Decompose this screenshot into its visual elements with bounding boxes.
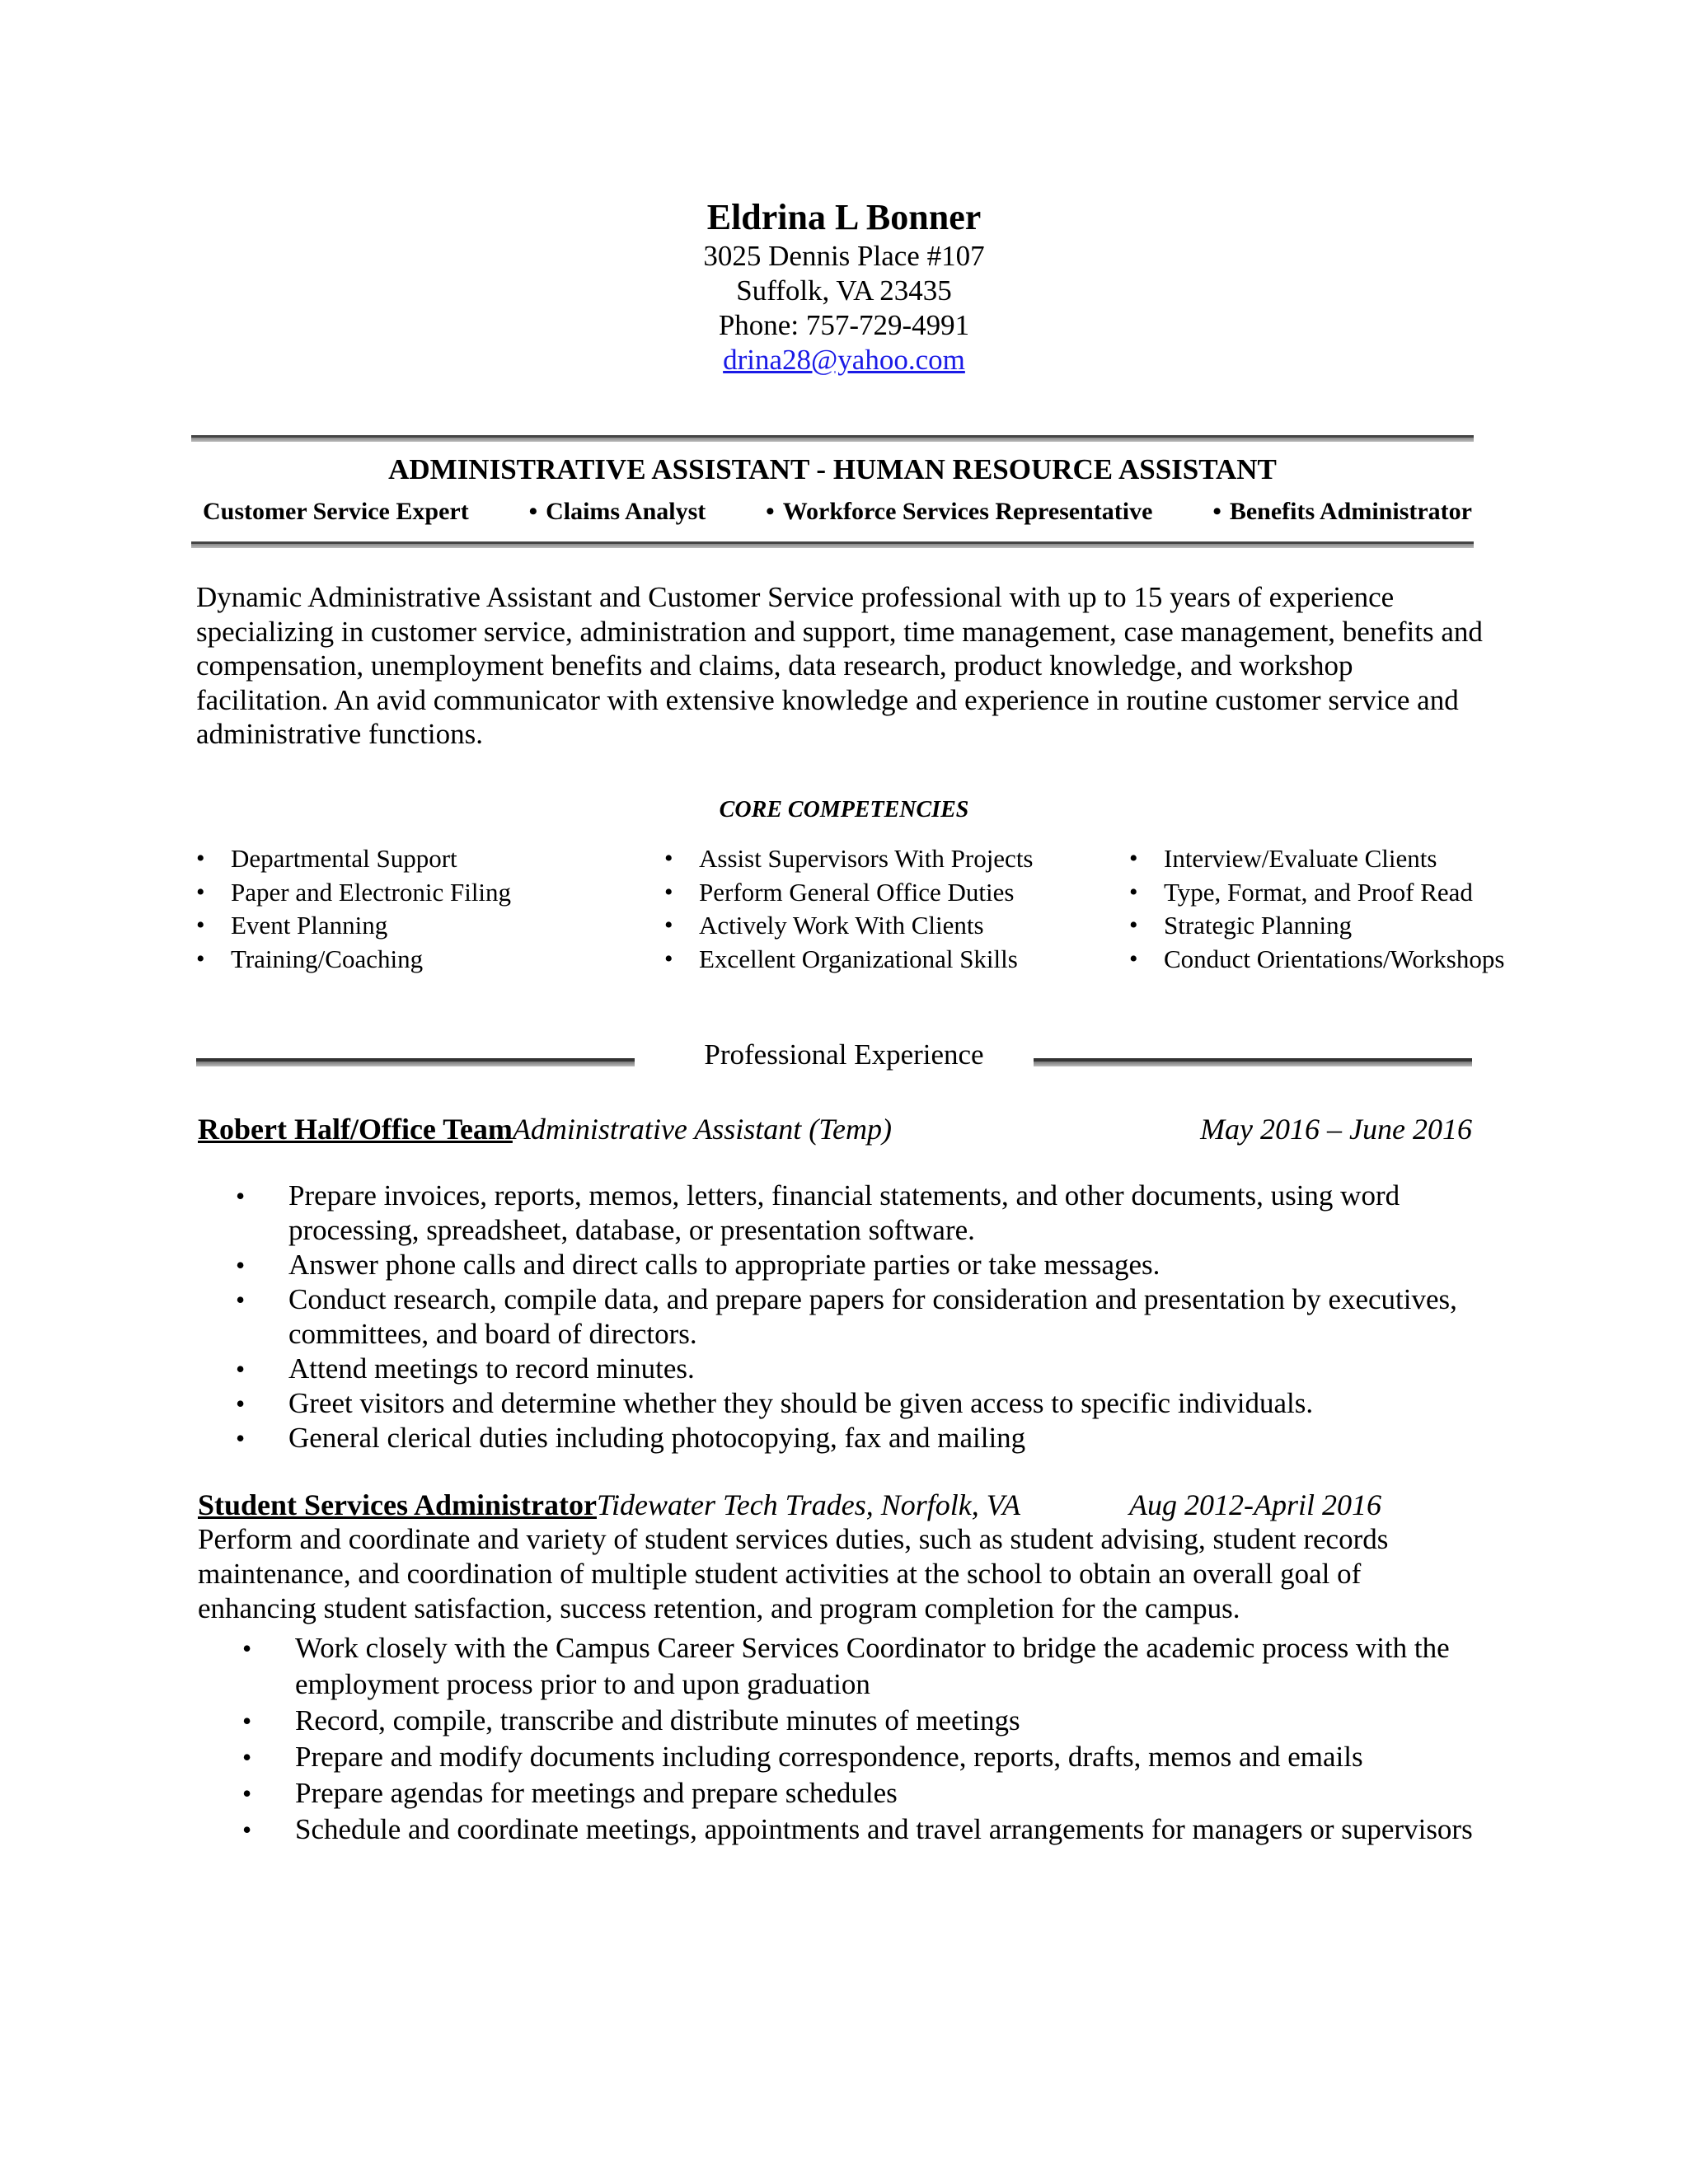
- duty-item: • Prepare invoices, reports, memos, letters, financial statements, and other documents, using word processing, spreadsheet, database, or presentation software.: [232, 1179, 1477, 1248]
- job-1-organization: Robert Half/Office Team: [198, 1113, 513, 1146]
- duty-item: • Greet visitors and determine whether they should be given access to specific individuals.: [232, 1386, 1477, 1421]
- competency-column-2: [664, 842, 1034, 976]
- address-line-1: 3025 Dennis Place #107: [703, 240, 985, 272]
- competency-item: • Perform General Office Duties: [664, 876, 1034, 910]
- headline-tags: [203, 495, 1472, 528]
- competency-column-3: [1129, 842, 1504, 976]
- tag-item: • Workforce Services Representative: [766, 498, 1153, 525]
- duty-item: • Prepare agendas for meetings and prepare schedules: [239, 1775, 1484, 1811]
- duty-item: • Conduct research, compile data, and prepare papers for consideration and presentation by executives, committees, and board of directors.: [232, 1282, 1477, 1352]
- tag-item: • Claims Analyst: [528, 498, 706, 525]
- competency-item: • Excellent Organizational Skills: [664, 943, 1034, 977]
- phone-number: Phone: 757-729-4991: [718, 309, 970, 341]
- bullet-icon: •: [766, 498, 775, 525]
- job-1-heading: [198, 1111, 892, 1147]
- address-line-2: Suffolk, VA 23435: [736, 274, 952, 307]
- top-divider: [191, 435, 1474, 442]
- summary-paragraph: Dynamic Administrative Assistant and Customer Service professional with up to 15 years of experience specializing in customer service, administration and support, time management, case management, benefits and compensation, unemployment benefits and claims, data research, product knowledge, and workshop facilitation. An avid communicator with extensive knowledge and experience in routine customer service and administrative functions.: [196, 581, 1483, 750]
- job-2-organization: Tidewater Tech Trades, Norfolk, VA: [596, 1488, 1021, 1521]
- headline-divider: [191, 541, 1474, 548]
- duty-item: • General clerical duties including photocopying, fax and mailing: [232, 1421, 1477, 1455]
- duty-item: • Answer phone calls and direct calls to appropriate parties or take messages.: [232, 1248, 1477, 1282]
- competency-item: • Event Planning: [196, 909, 511, 943]
- competency-item: • Paper and Electronic Filing: [196, 876, 511, 910]
- candidate-name: Eldrina L Bonner: [706, 197, 982, 237]
- job-2-description: Perform and coordinate and variety of student services duties, such as student advising, student records maintenance, and coordination of multiple student activities at the school to obtain an overall goal of enhancing student satisfaction, success retention, and program completion for the campus.: [198, 1523, 1389, 1624]
- duty-item: • Record, compile, transcribe and distribute minutes of meetings: [239, 1703, 1484, 1739]
- email-link[interactable]: drina28@yahoo.com: [723, 344, 965, 376]
- duty-item: • Attend meetings to record minutes.: [232, 1352, 1477, 1386]
- job-2-dates: Aug 2012-April 2016: [1129, 1488, 1381, 1521]
- competency-item: • Strategic Planning: [1129, 909, 1504, 943]
- job-1-role: Administrative Assistant (Temp): [512, 1113, 892, 1146]
- competency-column-1: [196, 842, 511, 976]
- competency-item: • Training/Coaching: [196, 943, 511, 977]
- headline-title: ADMINISTRATIVE ASSISTANT - HUMAN RESOURCE ASSISTANT: [388, 453, 1277, 485]
- competency-item: • Type, Format, and Proof Read: [1129, 876, 1504, 910]
- job-2-duties: [239, 1630, 1484, 1848]
- core-competencies-title: CORE COMPETENCIES: [719, 797, 969, 823]
- competency-item: • Departmental Support: [196, 842, 511, 876]
- job-2-heading: [198, 1487, 1020, 1523]
- duty-item: • Schedule and coordinate meetings, appointments and travel arrangements for managers or supervisors: [239, 1811, 1484, 1848]
- tag-item: Customer Service Expert: [203, 498, 469, 525]
- competency-item: • Interview/Evaluate Clients: [1129, 842, 1504, 876]
- professional-experience-title: Professional Experience: [704, 1038, 984, 1071]
- contact-header: [0, 196, 1688, 377]
- competency-item: • Assist Supervisors With Projects: [664, 842, 1034, 876]
- duty-item: • Work closely with the Campus Career Services Coordinator to bridge the academic process with the employment process prior to and upon graduation: [239, 1630, 1484, 1703]
- competency-item: • Actively Work With Clients: [664, 909, 1034, 943]
- job-1-dates: May 2016 – June 2016: [1200, 1113, 1472, 1146]
- competency-item: • Conduct Orientations/Workshops: [1129, 943, 1504, 977]
- job-2-title: Student Services Administrator: [198, 1488, 597, 1521]
- duty-item: • Prepare and modify documents including correspondence, reports, drafts, memos and emails: [239, 1739, 1484, 1775]
- job-1-duties: [232, 1179, 1477, 1455]
- tag-item: • Benefits Administrator: [1212, 498, 1472, 525]
- bullet-icon: •: [528, 498, 538, 525]
- bullet-icon: •: [1212, 498, 1221, 525]
- section-bar-right: [1034, 1058, 1472, 1066]
